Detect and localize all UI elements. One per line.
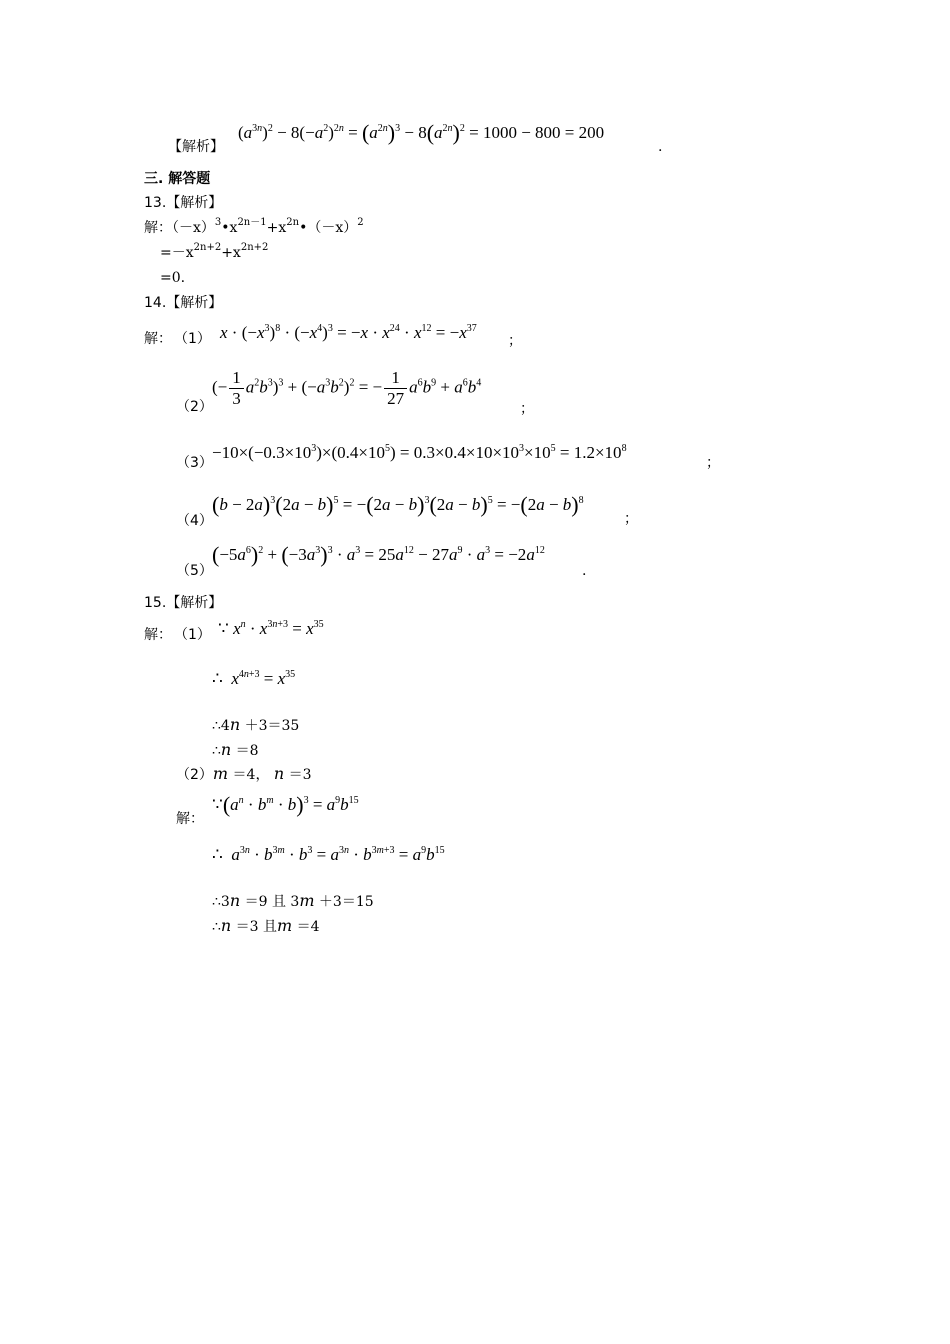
q14-p5-formula: $(-5a^6)^2 + (-3a^3)^3 \cdot a^3 = 25a^{12} - 27a^9 \cdot a^3 = -2a^{12}$ [212,542,545,567]
q15-part2-answer: （2）m ＝4， n ＝3 [176,764,312,783]
top-label: 【解析】 [168,139,224,155]
q15-p2-step1: ∴ $a^{3n} \cdot b^{3m} \cdot b^3 = a^{3n} \cdot b^{3m+3} = a^9b^{15}$ [212,845,445,864]
q14-p3-label: （3） [176,455,213,471]
q14-p2-end: ； [520,401,534,417]
q14-p1-end: ； [508,333,522,349]
q13-jie: 解： [144,220,172,236]
q15-p1-step2: ∴4n ＋3＝35 [212,715,300,734]
q15-p1-given: ∵ $x^n \cdot x^{3n+3} = x^{35}$ [218,619,324,638]
q15-p2-step3: ∴n ＝3 且m ＝4 [212,916,320,935]
q14-p2-formula: (− $\frac{1}{3}$ $a^2b^3)^3 + (-a^3b^2)^2$ = − $\frac{1}{27}$ $a^6b^9 + a^6b^4$ [212,368,482,408]
q14-p3-end: ； [706,455,720,471]
top-end: . [658,139,663,155]
q13-final: =0. [160,270,186,286]
q15-p1-step3: ∴n ＝8 [212,740,259,759]
q15-p2-step2: ∴3n ＝9 且 3m ＋3＝15 [212,891,374,910]
q13-header: 13.【解析】 [144,195,223,211]
q13-line1 [144,219,364,237]
q14-p1-formula: $x \cdot (-x^3)^8 \cdot (-x^4)^3 = -x \cdot x^{24} \cdot x^{12} = -x^{37}$ [220,323,477,342]
q14-p4-label: （4） [176,513,213,529]
q14-p4-formula: $(b - 2a)^3(2a - b)^5 = -(2a - b)^3(2a - b)^5 = -(2a - b)^8$ [212,492,584,517]
q14-jie: 解： [144,331,172,347]
q14-header: 14.【解析】 [144,295,223,311]
q15-p2-label: （2） [176,767,213,783]
top-formula: $(a^{3n})^2 - 8(-a^2)^{2n} = (a^{2n})^3 - 8(a^{2n})^2 = 1000 - 800 = 200$ [238,120,605,145]
q13-line2: $=-x^{2n+2}+x^{2n+2}$ [160,242,269,261]
q14-p3-formula: $-10\times(-0.3\times 10^3)\times(0.4\times 10^5) = 0.3\times 0.4\times 10\times 10^3\times 10^5 = 1.2\times 10^8$ [212,443,627,462]
q15-header: 15.【解析】 [144,595,223,611]
q14-p5-label: （5） [176,563,213,579]
q15-p1-label: （1） [174,627,211,643]
q14-p4-end: ； [624,511,638,527]
q15-p1-step1: ∴ $x^{4n+3} = x^{35}$ [212,669,296,688]
q15-p2-formula: $\because(a^n \cdot b^m \cdot b)^3 = a^9b^{15}$ [212,792,359,817]
q15-jie2: 解： [176,811,204,827]
q14-p1-label: （1） [174,331,211,347]
q14-p2-label: （2） [176,399,213,415]
q13-expr1: $(-x)^3•x^{2n-1}+x^{2n}•(-x)^2$ [172,217,364,236]
q15-jie: 解： [144,627,172,643]
q14-p5-end: . [582,563,587,579]
section-title: 三. 解答题 [144,171,211,187]
